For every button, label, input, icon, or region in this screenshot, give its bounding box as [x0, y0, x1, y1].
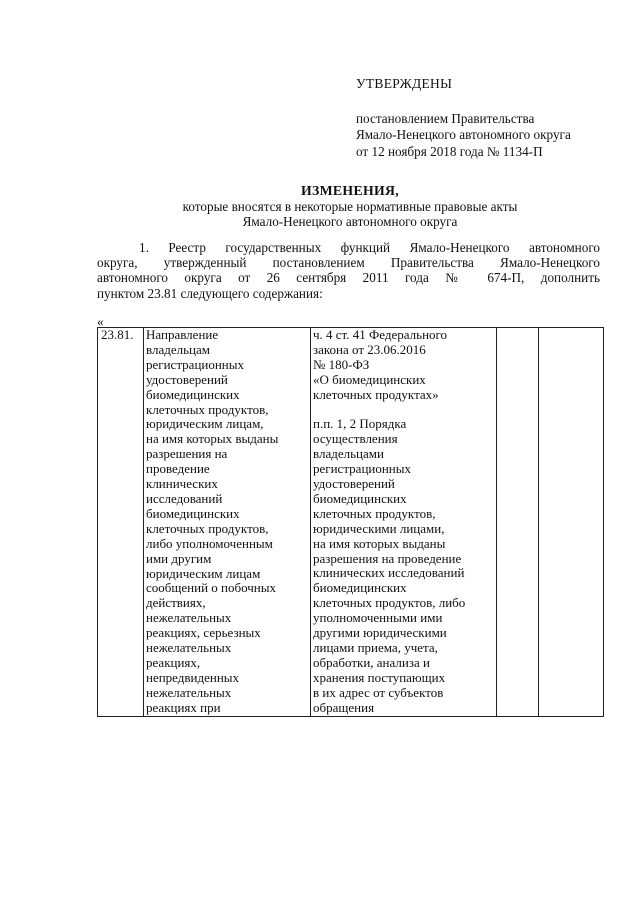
empty-cell [539, 328, 604, 717]
function-name-line: владельцам [146, 341, 210, 357]
legal-basis-line: клеточных продуктах» [313, 386, 439, 402]
function-name-line: на имя которых выданы [146, 431, 279, 447]
procedure-line: другими юридическими [313, 625, 447, 641]
function-name-line: действиях, [146, 595, 206, 611]
procedure-line: на имя которых выданы [313, 535, 446, 551]
item-number: 23.81. [101, 327, 134, 342]
function-name-line: ими другим [146, 550, 212, 566]
function-name-line: сообщений о побочных [146, 580, 276, 596]
legal-basis-line: закона от 23.06.2016 [313, 341, 426, 357]
approval-line: от 12 ноября 2018 года № 1134-П [356, 143, 543, 159]
registry-table [97, 327, 604, 717]
function-name-text [146, 328, 308, 716]
document-title: ИЗМЕНЕНИЯ, [300, 183, 400, 198]
procedure-line: клеточных продуктов, [313, 505, 436, 521]
function-name-line: реакциях, серьезных [146, 625, 261, 641]
procedure-line: п.п. 1, 2 Порядка [313, 416, 407, 432]
function-name-line: удостоверений [146, 371, 228, 387]
procedure-line: биомедицинских [313, 580, 407, 596]
procedure-line: обработки, анализа и [313, 654, 430, 670]
procedure-line: в их адрес от субъектов [313, 684, 444, 700]
function-name-line: биомедицинских [146, 386, 240, 402]
table-row [98, 328, 604, 717]
function-name-line: Направление [146, 327, 219, 342]
function-name-line: биомедицинских [146, 505, 240, 521]
procedure-line: клеточных продуктов, либо [313, 595, 466, 611]
function-name-line: клеточных продуктов, [146, 401, 269, 417]
function-name-line: нежелательных [146, 684, 232, 700]
function-name-line: непредвиденных [146, 669, 240, 685]
function-name-cell [144, 328, 311, 717]
function-name-line: реакциях, [146, 654, 201, 670]
procedure-line: клинических исследований [313, 565, 465, 581]
paragraph-gap [313, 403, 494, 418]
document-subtitle-line: Ямало-Ненецкого автономного округа [242, 214, 458, 229]
approval-block [356, 76, 626, 160]
procedure-line: осуществления [313, 431, 398, 447]
procedure-line: обращения [313, 699, 375, 715]
legal-basis-line: № 180-ФЗ [313, 356, 370, 372]
legal-basis-cell [311, 328, 497, 717]
function-name-line: клеточных продуктов, [146, 520, 269, 536]
function-name-line: проведение [146, 461, 210, 477]
function-name-line: нежелательных [146, 640, 232, 656]
empty-cell [497, 328, 539, 717]
procedure-line: уполномоченными ими [313, 610, 443, 626]
procedure-line: владельцами [313, 446, 384, 462]
legal-basis-line: ч. 4 ст. 41 Федерального [313, 327, 448, 342]
approval-line: постановлением Правительства [356, 110, 535, 126]
paragraph-line: пунктом 23.81 следующего содержания: [97, 285, 323, 301]
amendment-paragraph [97, 240, 600, 301]
approval-line: Ямало-Ненецкого автономного округа [356, 127, 571, 142]
legal-basis-text [313, 328, 494, 403]
procedure-line: удостоверений [313, 476, 395, 492]
legal-basis-line: «О биомедицинских [313, 371, 426, 387]
procedure-line: юридическими лицами, [313, 520, 445, 536]
procedure-line: лицами приема, учета, [313, 640, 438, 656]
document-subtitle-line: которые вносятся в некоторые нормативные правовые акты [182, 198, 518, 214]
function-name-line: юридическим лицам [146, 565, 261, 581]
paragraph-line: автономного округа от 26 сентября 2011 года № 674-П, дополнить [97, 270, 600, 286]
procedure-text [313, 417, 494, 715]
function-name-line: разрешения на [146, 446, 228, 462]
opening-quote-mark: « [97, 314, 104, 329]
function-name-line: клинических [146, 476, 218, 492]
document-title-block [100, 183, 600, 230]
procedure-line: биомедицинских [313, 490, 407, 506]
function-name-line: нежелательных [146, 610, 232, 626]
procedure-line: регистрационных [313, 461, 412, 477]
function-name-line: либо уполномоченным [146, 535, 273, 551]
function-name-line: исследований [146, 490, 223, 506]
function-name-line: юридическим лицам, [146, 416, 264, 432]
function-name-line: реакциях при [146, 699, 221, 715]
approval-heading: УТВЕРЖДЕНЫ [356, 76, 453, 91]
item-number-cell [98, 328, 144, 717]
paragraph-line: округа, утвержденный постановлением Правительства Ямало-Ненецкого [97, 255, 600, 271]
function-name-line: регистрационных [146, 356, 245, 372]
procedure-line: хранения поступающих [313, 669, 446, 685]
procedure-line: разрешения на проведение [313, 550, 462, 566]
paragraph-line: 1. Реестр государственных функций Ямало-Ненецкого автономного [139, 240, 600, 255]
